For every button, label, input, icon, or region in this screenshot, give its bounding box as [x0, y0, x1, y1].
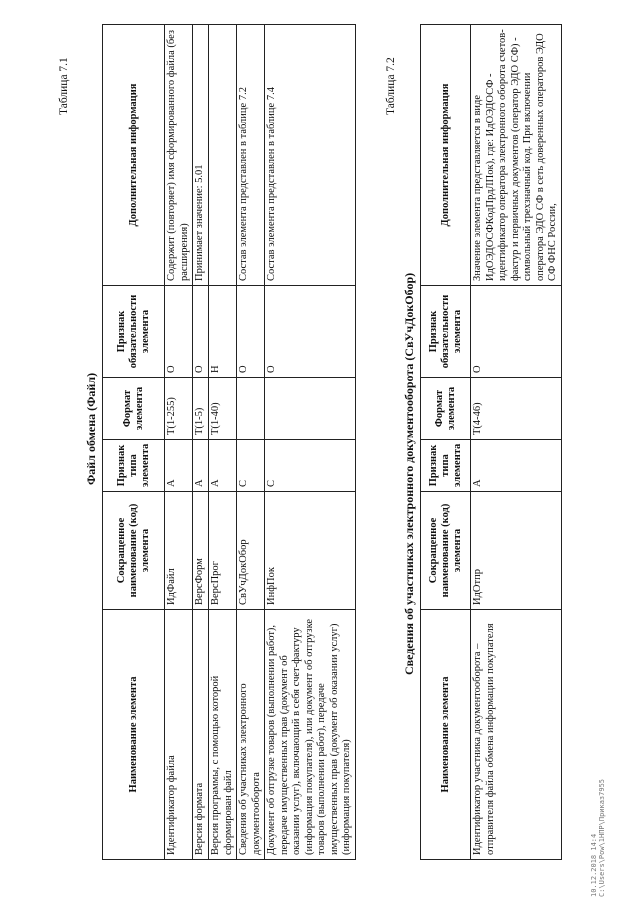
cell-name: Версия программы, с помощью которой сформирован файл — [209, 610, 237, 860]
col-header-required: Признак обязательности элемента — [103, 286, 165, 378]
cell-format: T(1-5) — [193, 378, 209, 440]
print-stamp-path: С:\Users\Pow\1НПР\Приказ7955 — [598, 778, 606, 897]
cell-format: T(4-46) — [471, 378, 562, 440]
table-7-2-title: Сведения об участниках электронного документооборота (СвУчДокОбор) — [402, 272, 416, 675]
cell-name: Сведения об участниках электронного документооборота — [237, 610, 265, 860]
col-header-format: Формат элемента — [103, 378, 165, 440]
col-header-code: Сокращенное наименование (код) элемента — [421, 492, 471, 610]
cell-type: А — [165, 440, 193, 492]
print-stamp-date: 10.12.2018 14:4 — [590, 833, 598, 897]
cell-type: А — [209, 440, 237, 492]
col-header-code: Сокращенное наименование (код) элемента — [103, 492, 165, 610]
table-row — [193, 25, 209, 860]
cell-required: О — [265, 286, 356, 378]
cell-type: А — [193, 440, 209, 492]
cell-format — [265, 378, 356, 440]
print-stamp — [590, 779, 606, 897]
cell-type: С — [265, 440, 356, 492]
cell-code: ИнфПок — [265, 492, 356, 610]
cell-code: ИдФайл — [165, 492, 193, 610]
cell-name: Документ об отгрузке товаров (выполнении работ), передаче имущественных прав (документ об оказании услуг), включающий в себя счет-фактуру (информация покупателя), или документ об отгрузке товаров (выполнении работ), передаче имущественных прав (документ об оказании услуг) (информация покупателя) — [265, 610, 356, 860]
cell-code: ВерсФорм — [193, 492, 209, 610]
col-header-name: Наименование элемента — [103, 610, 165, 860]
cell-code: ИдОтпр — [471, 492, 562, 610]
table-row — [165, 25, 193, 860]
table-header-row — [103, 25, 165, 860]
table-7-1-label: Таблица 7.1 — [58, 57, 70, 115]
table-7-1-title: Файл обмена (Файл) — [84, 372, 98, 485]
cell-info: Значение элемента представляется в виде ИдОЭДОСФКодПрдЛПок), где: ИдОЭДОСФ - идентификатор оператора электронного оборота счетов-фактур и первичных документов (оператор ЭДО СФ) - символьный трехзначный код. При включении оператора ЭДО СФ в сеть доверенных операторов ЭДО СФ ФНС России, — [471, 25, 562, 286]
table-header-row — [421, 25, 471, 860]
cell-info: Содержит (повторяет) имя сформированного файла (без расширения) — [165, 25, 193, 286]
col-header-format: Формат элемента — [421, 378, 471, 440]
table-7-1 — [102, 24, 356, 860]
cell-name: Идентификатор файла — [165, 610, 193, 860]
cell-format: T(1-40) — [209, 378, 237, 440]
cell-code: СвУчДокОбор — [237, 492, 265, 610]
cell-required: О — [471, 286, 562, 378]
table-row — [265, 25, 356, 860]
cell-info: Состав элемента представлен в таблице 7.2 — [237, 25, 265, 286]
cell-info — [209, 25, 237, 286]
cell-format — [237, 378, 265, 440]
cell-required: О — [193, 286, 209, 378]
cell-required: О — [237, 286, 265, 378]
col-header-name: Наименование элемента — [421, 610, 471, 860]
table-7-2 — [420, 24, 562, 860]
cell-code: ВерсПрог — [209, 492, 237, 610]
cell-required: О — [165, 286, 193, 378]
cell-required: Н — [209, 286, 237, 378]
col-header-type: Признак типа элемента — [103, 440, 165, 492]
cell-type: А — [471, 440, 562, 492]
table-7-2-label: Таблица 7.2 — [385, 57, 397, 115]
col-header-info: Дополнительная информация — [421, 25, 471, 286]
cell-type: С — [237, 440, 265, 492]
cell-format: T(1-255) — [165, 378, 193, 440]
table-row — [209, 25, 237, 860]
col-header-type: Признак типа элемента — [421, 440, 471, 492]
cell-name: Версия формата — [193, 610, 209, 860]
cell-info: Состав элемента представлен в таблице 7.4 — [265, 25, 356, 286]
cell-info: Принимает значение: 5.01 — [193, 25, 209, 286]
cell-name: Идентификатор участника документооборота – отправителя файла обмена информации покупателя — [471, 610, 562, 860]
table-row — [471, 25, 562, 860]
table-row — [237, 25, 265, 860]
col-header-required: Признак обязательности элемента — [421, 286, 471, 378]
col-header-info: Дополнительная информация — [103, 25, 165, 286]
